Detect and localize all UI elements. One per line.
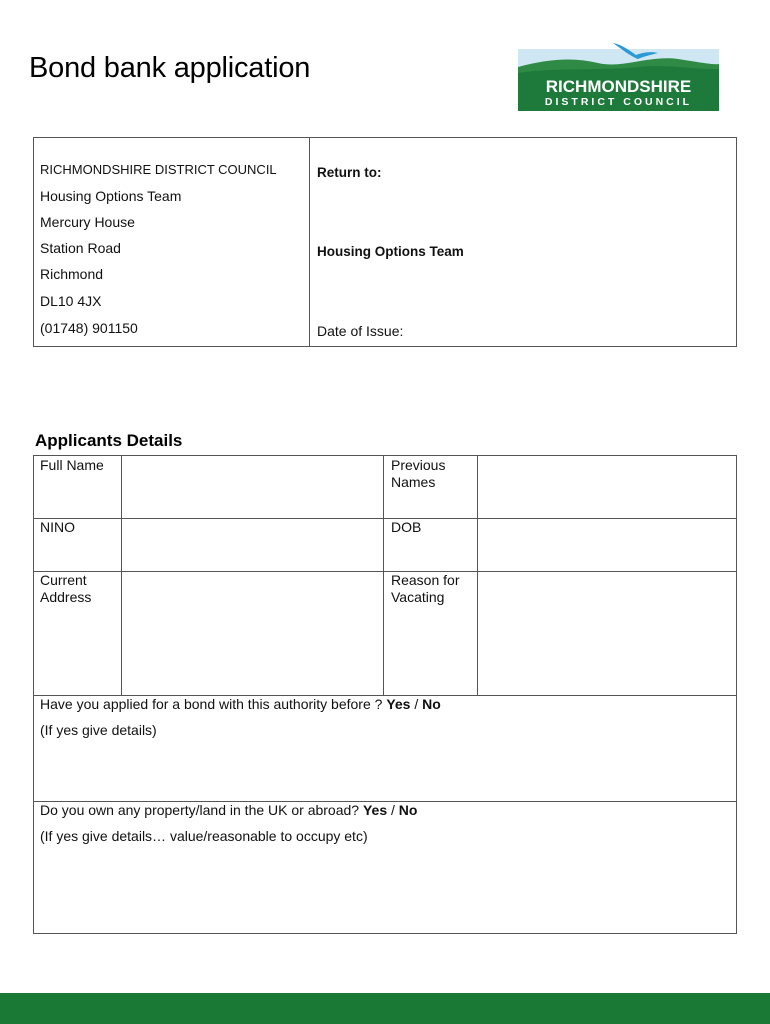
full-name-label: Full Name <box>40 457 104 473</box>
previous-bond-details-field[interactable] <box>34 742 737 800</box>
address-line-team: Housing Options Team <box>40 188 182 204</box>
address-line-postcode: DL10 4JX <box>40 293 102 309</box>
column-divider <box>383 456 384 695</box>
property-no[interactable]: No <box>398 802 418 818</box>
reason-for-vacating-label <box>391 572 459 606</box>
document-title: Bond bank application <box>29 52 311 84</box>
previous-names-field[interactable] <box>478 456 737 518</box>
reason-for-vacating-field[interactable] <box>478 572 737 695</box>
current-address-field[interactable] <box>122 572 383 695</box>
address-line-street: Station Road <box>40 240 121 256</box>
address-box <box>33 137 737 347</box>
property-details-field[interactable] <box>34 848 737 933</box>
nino-label: NINO <box>40 519 75 535</box>
applicants-table <box>33 455 737 934</box>
previous-bond-question-text: Have you applied for a bond with this authority before ? <box>40 696 387 712</box>
previous-bond-no[interactable]: No <box>422 696 441 712</box>
applicants-heading: Applicants Details <box>35 431 183 450</box>
previous-bond-hint: (If yes give details) <box>40 722 157 738</box>
previous-names-label-line1: Previous <box>391 457 446 473</box>
return-to-value: Housing Options Team <box>317 244 464 259</box>
date-of-issue-label: Date of Issue: <box>317 323 404 339</box>
nino-field[interactable] <box>122 519 383 571</box>
address-line-town: Richmond <box>40 266 104 282</box>
full-name-field[interactable] <box>122 456 383 518</box>
reason-label-line1: Reason for <box>391 572 460 588</box>
current-address-label-line1: Current <box>40 572 87 588</box>
current-address-label <box>40 572 91 606</box>
previous-bond-separator: / <box>410 696 423 712</box>
address-line-building: Mercury House <box>40 214 135 230</box>
property-separator: / <box>387 802 399 818</box>
council-logo <box>518 37 719 111</box>
address-line-phone: (01748) 901150 <box>40 320 138 336</box>
previous-bond-yes[interactable]: Yes <box>386 696 411 712</box>
return-to-label: Return to: <box>317 165 382 180</box>
council-address <box>34 138 310 346</box>
current-address-label-line2: Address <box>40 589 92 605</box>
dob-field[interactable] <box>478 519 737 571</box>
reason-label-line2: Vacating <box>391 589 445 605</box>
logo-line1: RICHMONDSHIRE <box>545 77 692 96</box>
previous-bond-question <box>40 696 441 712</box>
property-yes[interactable]: Yes <box>362 802 388 818</box>
property-question-text: Do you own any property/land in the UK or abroad? <box>40 802 363 818</box>
dob-label: DOB <box>391 519 422 535</box>
previous-names-label-line2: Names <box>391 474 436 490</box>
previous-names-label <box>391 457 445 491</box>
footer-bar <box>0 993 770 1024</box>
address-line-council: RICHMONDSHIRE DISTRICT COUNCIL <box>40 162 277 177</box>
logo-line2: DISTRICT COUNCIL <box>544 96 693 108</box>
property-hint: (If yes give details… value/reasonable to occupy etc) <box>40 828 368 844</box>
property-question <box>40 802 417 818</box>
